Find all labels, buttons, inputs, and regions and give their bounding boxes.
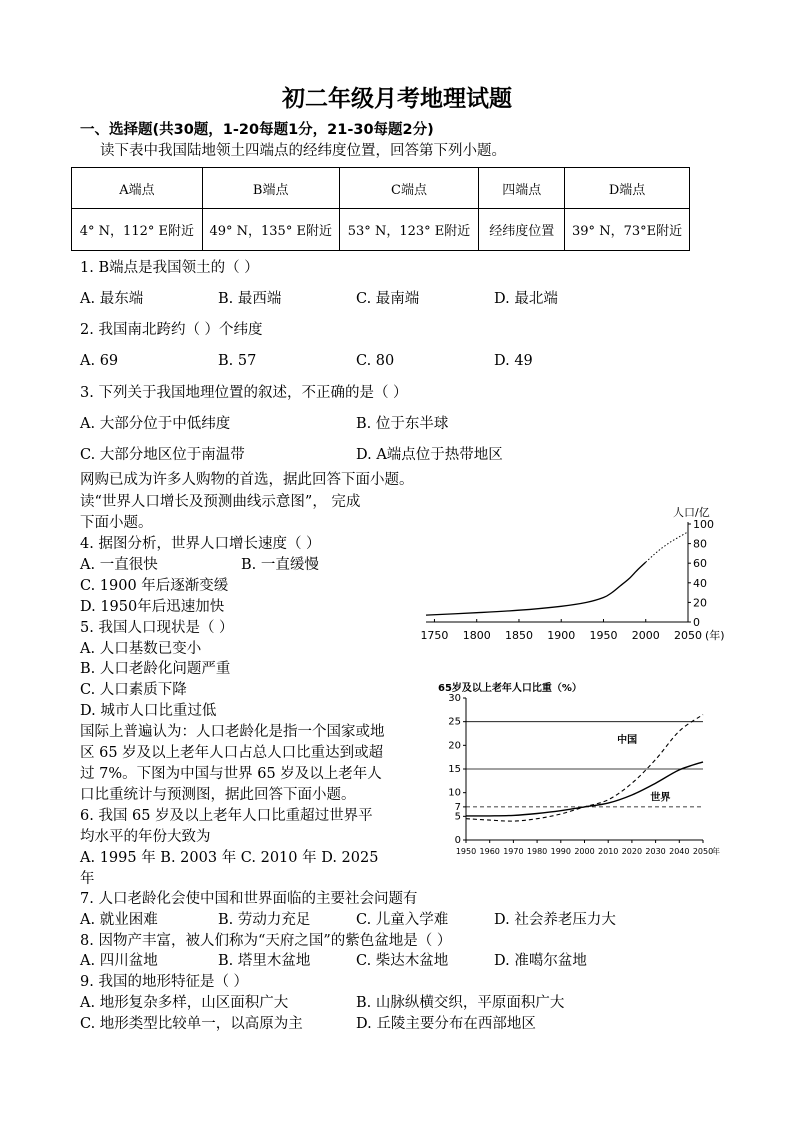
q3-stem: 3. 下列关于我国地理位置的叙述，不正确的是（ ） xyxy=(80,385,408,401)
table-header-d: D端点 xyxy=(565,168,690,209)
section-heading: 一、选择题(共30题，1-20每题1分，21-30每题2分) xyxy=(80,122,434,138)
q4-option-c: C. 1900 年后逐渐变缓 xyxy=(80,578,229,594)
y-tick-label: 25 xyxy=(448,716,461,728)
q6-options-tail: 年 xyxy=(80,871,95,887)
q1-option-d: D. 最北端 xyxy=(494,291,558,307)
x-tick-label: 1950 xyxy=(589,629,618,642)
y-tick-label: 80 xyxy=(693,537,707,551)
table-intro: 读下表中我国陆地领土四端点的经纬度位置，回答第下列小题。 xyxy=(100,143,506,159)
y-tick-label: 10 xyxy=(448,787,461,799)
intro-aging-line4: 口比重统计与预测图，据此回答下面小题。 xyxy=(80,787,356,803)
x-axis-unit: 年 xyxy=(712,847,720,856)
y-tick-label: 0 xyxy=(454,835,461,846)
q1-option-a: A. 最东端 xyxy=(80,291,144,307)
q4-stem: 4. 据图分析，世界人口增长速度（ ） xyxy=(80,536,321,552)
q4-option-d: D. 1950年后迅速加快 xyxy=(80,599,225,615)
q8-option-c: C. 柴达木盆地 xyxy=(356,953,449,969)
population-history-line xyxy=(426,562,646,615)
y-tick-label: 5 xyxy=(454,811,461,823)
endpoints-table xyxy=(71,167,690,251)
page-title: 初二年级月考地理试题 xyxy=(282,86,512,112)
x-tick-label: 1980 xyxy=(526,847,548,856)
x-tick-label: 2000 xyxy=(574,847,595,856)
intro-aging-line2: 区 65 岁及以上老年人口占总人口比重达到或超 xyxy=(80,745,384,761)
chart-title: 65岁及以上老年人口比重（%） xyxy=(438,683,582,694)
x-tick-label: 1950 xyxy=(455,847,477,856)
y-tick-label: 100 xyxy=(693,518,714,531)
q1-stem: 1. B端点是我国领土的（ ） xyxy=(80,260,259,276)
y-axis-label: 人口/亿 xyxy=(673,506,710,519)
q1-option-c: C. 最南端 xyxy=(356,291,420,307)
q3-option-b: B. 位于东半球 xyxy=(356,416,449,432)
q2-option-c: C. 80 xyxy=(356,353,395,369)
q7-stem: 7. 人口老龄化会使中国和世界面临的主要社会问题有 xyxy=(80,891,418,907)
q5-option-d: D. 城市人口比重过低 xyxy=(80,703,217,719)
y-tick-label: 30 xyxy=(448,693,461,704)
x-tick-label: 2000 xyxy=(631,629,660,642)
x-axis-unit: (年) xyxy=(705,629,725,642)
q8-option-d: D. 准噶尔盆地 xyxy=(494,953,587,969)
q6-options: A. 1995 年 B. 2003 年 C. 2010 年 D. 2025 xyxy=(80,850,379,866)
x-tick-label: 2030 xyxy=(645,847,666,856)
x-tick-label: 2050 xyxy=(692,847,714,856)
q2-option-a: A. 69 xyxy=(80,353,119,369)
q5-stem: 5. 我国人口现状是（ ） xyxy=(80,620,234,636)
q7-option-d: D. 社会养老压力大 xyxy=(494,912,616,928)
q6-stem-line1: 6. 我国 65 岁及以上老年人口比重超过世界平 xyxy=(80,808,373,824)
x-tick-label: 1990 xyxy=(550,847,571,856)
table-cell-a: 4° N，112° E附近 xyxy=(72,209,203,251)
y-tick-label: 20 xyxy=(448,740,461,752)
y-tick-label: 15 xyxy=(448,764,461,775)
intro-online-shopping: 网购已成为许多人购物的首选，据此回答下面小题。 xyxy=(80,472,414,488)
q6-stem-line2: 均水平的年份大致为 xyxy=(80,829,211,845)
q5-option-c: C. 人口素质下降 xyxy=(80,682,187,698)
q8-option-a: A. 四川盆地 xyxy=(80,953,158,969)
intro-aging-line1: 国际上普遍认为：人口老龄化是指一个国家或地 xyxy=(80,724,385,740)
world-series-line xyxy=(466,762,703,816)
q9-option-c: C. 地形类型比较单一，以高原为主 xyxy=(80,1016,303,1032)
table-header-c: C端点 xyxy=(339,168,479,209)
x-tick-label: 1970 xyxy=(503,847,524,856)
y-tick-label: 60 xyxy=(693,557,707,571)
q4-option-a: A. 一直很快 xyxy=(80,557,158,573)
q3-option-a: A. 大部分位于中低纬度 xyxy=(80,416,231,432)
intro-aging-line3: 过 7%。下图为中国与世界 65 岁及以上老年人 xyxy=(80,766,382,782)
y-tick-label: 20 xyxy=(693,596,707,610)
world-population-chart xyxy=(418,500,738,660)
q9-option-d: D. 丘陵主要分布在西部地区 xyxy=(356,1016,536,1032)
table-header-four: 四端点 xyxy=(479,168,565,209)
table-cell-d: 39° N，73°E附近 xyxy=(565,209,690,251)
q7-option-c: C. 儿童入学难 xyxy=(356,912,449,928)
x-tick-label: 1900 xyxy=(547,629,576,642)
q3-option-d: D. A端点位于热带地区 xyxy=(356,447,503,463)
series-label-world: 世界 xyxy=(650,792,671,804)
q2-option-b: B. 57 xyxy=(218,353,257,369)
china-series-line xyxy=(466,715,703,822)
x-tick-label: 1850 xyxy=(504,629,533,642)
q9-option-b: B. 山脉纵横交织，平原面积广大 xyxy=(356,995,565,1011)
x-tick-label: 1750 xyxy=(420,629,449,642)
q8-option-b: B. 塔里木盆地 xyxy=(218,953,311,969)
y-tick-label: 7 xyxy=(454,801,461,813)
q9-option-a: A. 地形复杂多样，山区面积广大 xyxy=(80,995,289,1011)
q3-option-c: C. 大部分地区位于南温带 xyxy=(80,447,245,463)
q5-option-a: A. 人口基数已变小 xyxy=(80,641,202,657)
q1-option-b: B. 最西端 xyxy=(218,291,282,307)
x-tick-label: 1960 xyxy=(479,847,500,856)
q9-stem: 9. 我国的地形特征是（ ） xyxy=(80,974,249,990)
q8-stem: 8. 因物产丰富，被人们称为“天府之国”的紫色盆地是（ ） xyxy=(80,933,452,949)
q2-option-d: D. 49 xyxy=(494,353,533,369)
q4-option-b: B. 一直缓慢 xyxy=(241,557,319,573)
population-forecast-line xyxy=(646,532,688,562)
x-tick-label: 1800 xyxy=(462,629,491,642)
x-tick-label: 2020 xyxy=(621,847,643,856)
intro-population-line2: 下面小题。 xyxy=(80,515,153,531)
series-label-china: 中国 xyxy=(617,734,638,746)
table-cell-b: 49° N，135° E附近 xyxy=(202,209,339,251)
x-tick-label: 2050 xyxy=(674,629,702,642)
q5-option-b: B. 人口老龄化问题严重 xyxy=(80,661,231,677)
table-cell-c: 53° N，123° E附近 xyxy=(339,209,479,251)
table-cell-four: 经纬度位置 xyxy=(479,209,565,251)
q7-option-b: B. 劳动力充足 xyxy=(218,912,311,928)
y-tick-label: 0 xyxy=(693,616,700,629)
x-tick-label: 2010 xyxy=(598,847,619,856)
table-header-b: B端点 xyxy=(202,168,339,209)
y-tick-label: 40 xyxy=(693,576,707,590)
aging-ratio-chart xyxy=(438,680,738,865)
q2-stem: 2. 我国南北跨约（ ）个纬度 xyxy=(80,322,263,338)
table-header-a: A端点 xyxy=(72,168,203,209)
intro-population-line1: 读“世界人口增长及预测曲线示意图”， 完成 xyxy=(80,494,361,510)
q7-option-a: A. 就业困难 xyxy=(80,912,158,928)
x-tick-label: 2040 xyxy=(669,847,690,856)
